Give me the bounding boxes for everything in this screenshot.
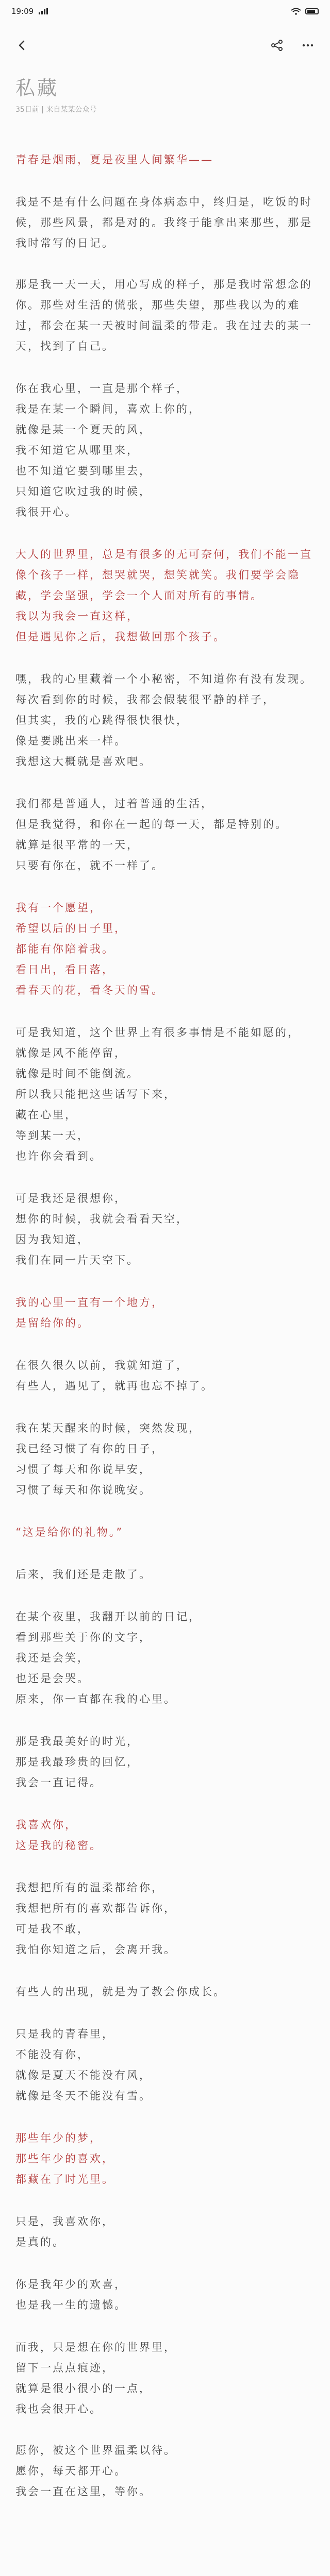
share-icon[interactable]	[266, 35, 288, 56]
article-paragraph: 在很久很久以前，我就知道了， 有些人，遇见了，就再也忘不掉了。	[15, 1359, 213, 1392]
battery-icon	[305, 8, 319, 14]
article-paragraph: 我是不是有什么问题在身体病态中，终归是，吃饭的时候，那些风景，都是对的。我终于能拿出来那些，那是我时常写的日记。 那是我一天一天，用心写成的样子，那是我时常想念的你。那些对生活的慌张，那些失望，那些我以为的难过，都会在某一天被时间温柔的带走。我在过去的某一天，找到了自己。	[15, 196, 312, 352]
status-right	[291, 8, 319, 15]
article-paragraph: 可是我知道，这个世界上有很多事情是不能如愿的， 就像是风不能停留， 就像是时间不能倒流。 所以我只能把这些话写下来， 藏在心里， 等到某一天， 也许你会看到。	[15, 1026, 300, 1162]
article-paragraph: 我想把所有的温柔都给你， 我想把所有的喜欢都告诉你， 可是我不敢， 我怕你知道之后，会离开我。	[15, 1882, 176, 1956]
article-paragraph: 青春是烟雨，夏是夜里人间繁华——	[15, 154, 213, 166]
article-paragraph: 只是我的青春里， 不能没有你， 就像是夏天不能没有风， 就像是冬天不能没有雪。	[15, 2028, 152, 2102]
article-paragraph: 而我，只是想在你的世界里， 留下一点点痕迹， 就算是很小很小的一点， 我也会很开心。 愿你，被这个世界温柔以待。 愿你，每天都开心。 我会一直在这里，等你。	[15, 2341, 176, 2498]
nav-actions	[266, 35, 319, 56]
article-paragraph: 后来，我们还是走散了。	[15, 1568, 152, 1581]
article-body	[15, 149, 315, 2523]
article-title: 私藏	[15, 77, 59, 99]
article-paragraph: 我的心里一直有一个地方， 是留给你的。	[15, 1296, 164, 1329]
article-paragraph: 可是我还是很想你， 想你的时候，我就会看看天空， 因为我知道， 我们在同一片天空下。	[15, 1192, 189, 1266]
article-paragraph: 有些人的出现，就是为了教会你成长。	[15, 1986, 226, 1998]
more-icon[interactable]	[297, 35, 319, 56]
status-left	[11, 7, 50, 16]
article-paragraph: 你是我年少的欢喜， 也是我一生的遗憾。	[15, 2278, 127, 2311]
article-paragraph: 我在某天醒来的时候，突然发现， 我已经习惯了有你的日子， 习惯了每天和你说早安， 习惯了每天和你说晚安。	[15, 1422, 201, 1496]
status-time: 19:09	[11, 7, 34, 16]
back-arrow-icon[interactable]	[11, 35, 33, 56]
article-paragraph: 嘿，我的心里藏着一个小秘密，不知道你有没有发现。 每次看到你的时候，我都会假装很平静的样子， 但其实，我的心跳得很快很快， 像是要跳出来一样。 我想这大概就是喜欢吧。	[15, 673, 312, 768]
wifi-icon	[291, 8, 301, 15]
signal-icon	[39, 8, 50, 14]
article-paragraph: 那些年少的梦， 那些年少的喜欢， 都藏在了时光里。	[15, 2132, 114, 2185]
article-paragraph: 我有一个愿望， 希望以后的日子里， 都能有你陪着我。 看日出，看日落， 看春天的花，看冬天的雪。	[15, 902, 164, 996]
article-paragraph: 我喜欢你， 这是我的秘密。	[15, 1819, 102, 1852]
article-paragraph: “这是给你的礼物。”	[15, 1526, 123, 1538]
article-paragraph: 那是我最美好的时光， 那是我最珍贵的回忆， 我会一直记得。	[15, 1735, 139, 1789]
article-paragraph: 大人的世界里，总是有很多的无可奈何，我们不能一直像个孩子一样，想哭就哭，想笑就笑。我们要学会隐藏，学会坚强，学会一个人面对所有的事情。 我以为我会一直这样， 但是遇见你之后，我想做回那个孩子。	[15, 548, 312, 643]
article-paragraph: 你在我心里，一直是那个样子， 我是在某一个瞬间，喜欢上你的， 就像是某一个夏天的风， 我不知道它从哪里来， 也不知道它要到哪里去， 只知道它吹过我的时候， 我很开心。	[15, 382, 201, 518]
article-paragraph: 在某个夜里，我翻开以前的日记， 看到那些关于你的文字， 我还是会笑， 也还是会哭。 原来，你一直都在我的心里。	[15, 1611, 201, 1705]
article-paragraph: 只是，我喜欢你， 是真的。	[15, 2215, 114, 2248]
article-meta: 35日前 | 来自某某公众号	[15, 106, 97, 114]
status-bar	[0, 0, 330, 23]
article-paragraph: 我们都是普通人，过着普通的生活， 但是我觉得，和你在一起的每一天，都是特别的。 就算是很平常的一天， 只要有你在，就不一样了。	[15, 798, 288, 872]
top-nav-bar	[0, 31, 330, 60]
